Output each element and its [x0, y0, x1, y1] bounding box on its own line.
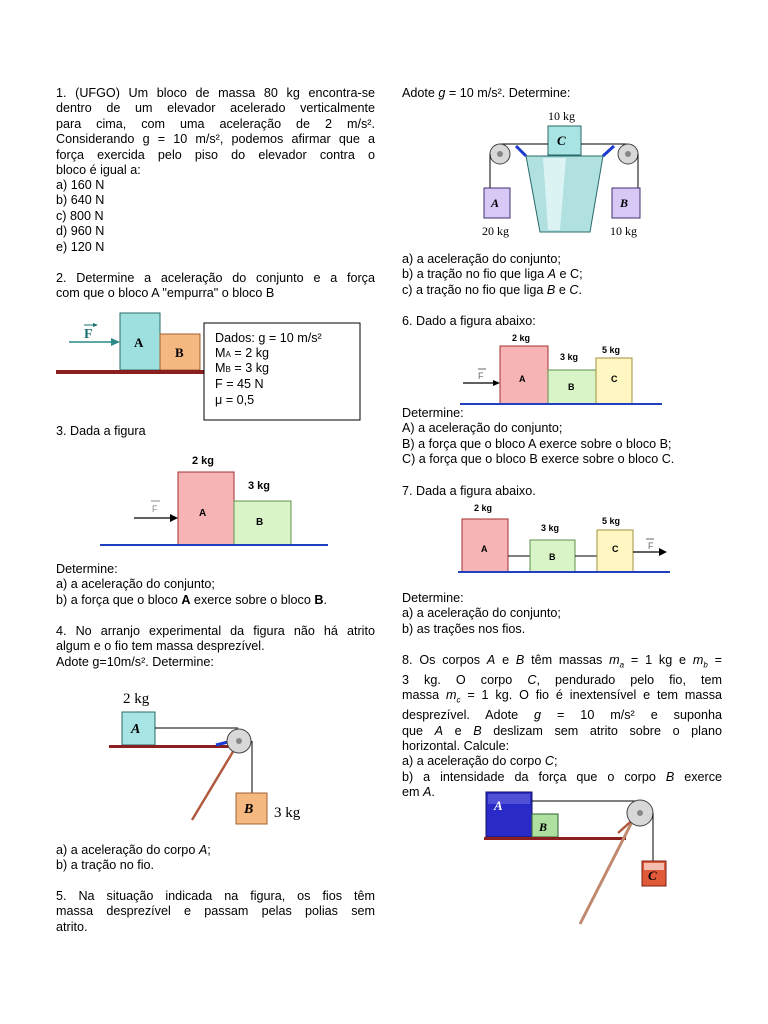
- q4-line: 4. No arranjo experimental da figura não há atrito: [56, 624, 375, 638]
- q8-item-a: a) a aceleração do corpo C;: [402, 754, 558, 769]
- block-a-label: A: [131, 722, 141, 737]
- force-label: F: [84, 327, 93, 342]
- force-label: F: [478, 371, 484, 381]
- q7-line: Determine:: [402, 591, 464, 605]
- q8-line: massa $m_c = 1$ kg. O fio é inextensível e tem massa: [402, 688, 723, 705]
- mass-b-label: 3 kg: [248, 480, 271, 492]
- floor: [56, 370, 216, 374]
- mass-a-label: 2 kg: [512, 333, 531, 343]
- q1-option: b) 640 N: [56, 193, 105, 208]
- q4-item-a: a) a aceleração do corpo A;: [56, 843, 211, 857]
- question-5-figure: [468, 106, 658, 240]
- data-line: MA = 2 kg: [215, 346, 270, 360]
- question-8-text: [402, 653, 722, 801]
- block-a-label: A: [134, 335, 144, 350]
- q8-item-b: em A.: [402, 785, 435, 800]
- table: [109, 745, 234, 748]
- q4-line: algum e o fio tem massa desprezível.: [56, 639, 265, 654]
- block-b-label: B: [244, 802, 254, 817]
- q1-line: para cima, com uma aceleração de 2 m/s².: [56, 116, 375, 131]
- question-3-figure: [98, 450, 334, 554]
- q7-line: a) a aceleração do conjunto;: [402, 606, 561, 621]
- block-a-label: A: [199, 508, 207, 519]
- question-6-items: [402, 406, 674, 468]
- block-a-label: A: [519, 374, 526, 384]
- q1-option: e) 120 N: [56, 239, 105, 254]
- q5-line: massa desprezível e passam pelas polias sem: [56, 904, 375, 919]
- q8-line: 8. Os corpos A e B têm massas $m_a = 1$ kg e $m_b$ =: [402, 653, 722, 670]
- question-3-items: [56, 562, 327, 608]
- force-label: F: [648, 541, 654, 551]
- question-2-figure: [54, 308, 364, 422]
- mass-a-label: 2 kg: [474, 503, 493, 513]
- question-8-figure: [482, 788, 678, 928]
- q8-line: 3 kg. O corpo C, pendurado pelo fio, tem: [402, 672, 722, 687]
- q1-line: Considerando g = 10 m/s², podemos afirmar que a: [56, 132, 375, 147]
- q3-determine: Determine:: [56, 562, 118, 576]
- block-a-label: A: [494, 798, 503, 813]
- support: [580, 818, 634, 924]
- mass-c-label: 5 kg: [602, 516, 621, 526]
- block-b-label: B: [620, 196, 629, 210]
- mass-c-label: 10 kg: [548, 109, 575, 123]
- support: [192, 750, 234, 820]
- question-1-text: [56, 86, 375, 178]
- mass-b-label: 3 kg: [274, 805, 301, 821]
- q1-line: 1. (UFGO) Um bloco de massa 80 kg encontra-se: [56, 86, 375, 100]
- q3-item-a: a) a aceleração do conjunto;: [56, 577, 215, 592]
- q6-line: B) a força que o bloco A exerce sobre o bloco B;: [402, 436, 672, 451]
- q5-item-a: a) a aceleração do conjunto;: [402, 252, 561, 266]
- data-line: MB = 3 kg: [215, 361, 270, 375]
- question-3-intro: 3. Dada a figura: [56, 424, 146, 438]
- question-4-items: [56, 843, 211, 874]
- q1-line: força exercida pelo piso do elevador contra o: [56, 147, 375, 162]
- q8-line: que A e B deslizam sem atrito sobre o plano: [402, 723, 722, 738]
- mass-a-label: 20 kg: [482, 224, 509, 238]
- q6-line: Determine:: [402, 406, 464, 420]
- mass-a-label: 2 kg: [192, 455, 215, 467]
- question-6-intro: 6. Dado a figura abaixo:: [402, 314, 536, 328]
- q4-item-b: b) a tração no fio.: [56, 858, 155, 873]
- mass-b-label: 10 kg: [610, 224, 637, 238]
- mass-b-label: 3 kg: [541, 523, 560, 533]
- block-c-label: C: [612, 544, 619, 554]
- q1-line: bloco é igual a:: [56, 163, 141, 178]
- block-b-label: B: [549, 552, 556, 562]
- block-b-label: B: [256, 517, 264, 528]
- mass-b-label: 3 kg: [560, 352, 579, 362]
- q6-line: A) a aceleração do conjunto;: [402, 421, 563, 436]
- q3-item-b: b) a força que o bloco A exerce sobre o bloco B.: [56, 592, 327, 607]
- mass-c-label: 5 kg: [602, 345, 621, 355]
- block-b-label: B: [568, 382, 575, 392]
- data-line: Dados: g = 10 m/s²: [215, 331, 322, 345]
- q7-line: b) as trações nos fios.: [402, 621, 526, 636]
- question-4-figure: [106, 686, 320, 828]
- question-5-text: [56, 889, 375, 935]
- question-7-figure: [456, 500, 676, 576]
- q5-line: 5. Na situação indicada na figura, os fios têm: [56, 889, 375, 903]
- q8-line: horizontal. Calcule:: [402, 739, 510, 754]
- q5-line: atrito.: [56, 919, 88, 934]
- q2-line: com que o bloco A "empurra" o bloco B: [56, 286, 275, 301]
- question-5-items: [402, 252, 583, 298]
- question-2-text: [56, 271, 375, 302]
- q5-item-b: b) a tração no fio que liga A e C;: [402, 267, 583, 282]
- q8-line: desprezível. Adote g = 10 m/s² e suponha: [402, 708, 722, 723]
- data-line: F = 45 N: [215, 377, 264, 391]
- question-7-items: [402, 591, 561, 637]
- question-1-options: [56, 178, 104, 255]
- block-a-label: A: [481, 544, 488, 554]
- force-label: F: [152, 504, 158, 514]
- q2-line: 2. Determine a aceleração do conjunto e a força: [56, 271, 375, 285]
- q8-item-b: b) a intensidade da força que o corpo B exerce: [402, 769, 722, 784]
- block-b-label: B: [175, 345, 184, 360]
- q1-line: dentro de um elevador acelerado verticalmente: [56, 101, 375, 116]
- data-line: μ = 0,5: [215, 393, 255, 407]
- table: [484, 837, 626, 840]
- question-7-intro: 7. Dada a figura abaixo.: [402, 484, 536, 498]
- q1-option: a) 160 N: [56, 178, 105, 192]
- block-c-label: C: [648, 868, 657, 883]
- q6-line: C) a força que o bloco B exerce sobre o bloco C.: [402, 452, 675, 467]
- q1-option: d) 960 N: [56, 224, 105, 239]
- q5-item-c: c) a tração no fio que liga B e C.: [402, 282, 582, 297]
- question-5-adote: Adote g = 10 m/s². Determine:: [402, 86, 571, 100]
- q4-adote: Adote g=10m/s². Determine:: [56, 654, 214, 669]
- question-6-figure: [458, 330, 664, 410]
- mass-a-label: 2 kg: [123, 691, 150, 707]
- q1-option: c) 800 N: [56, 208, 104, 223]
- question-4-text: [56, 624, 375, 670]
- block-b-label: B: [539, 820, 548, 834]
- block-c-label: C: [557, 133, 566, 148]
- block-c-label: C: [611, 374, 618, 384]
- block-a-label: A: [491, 196, 500, 210]
